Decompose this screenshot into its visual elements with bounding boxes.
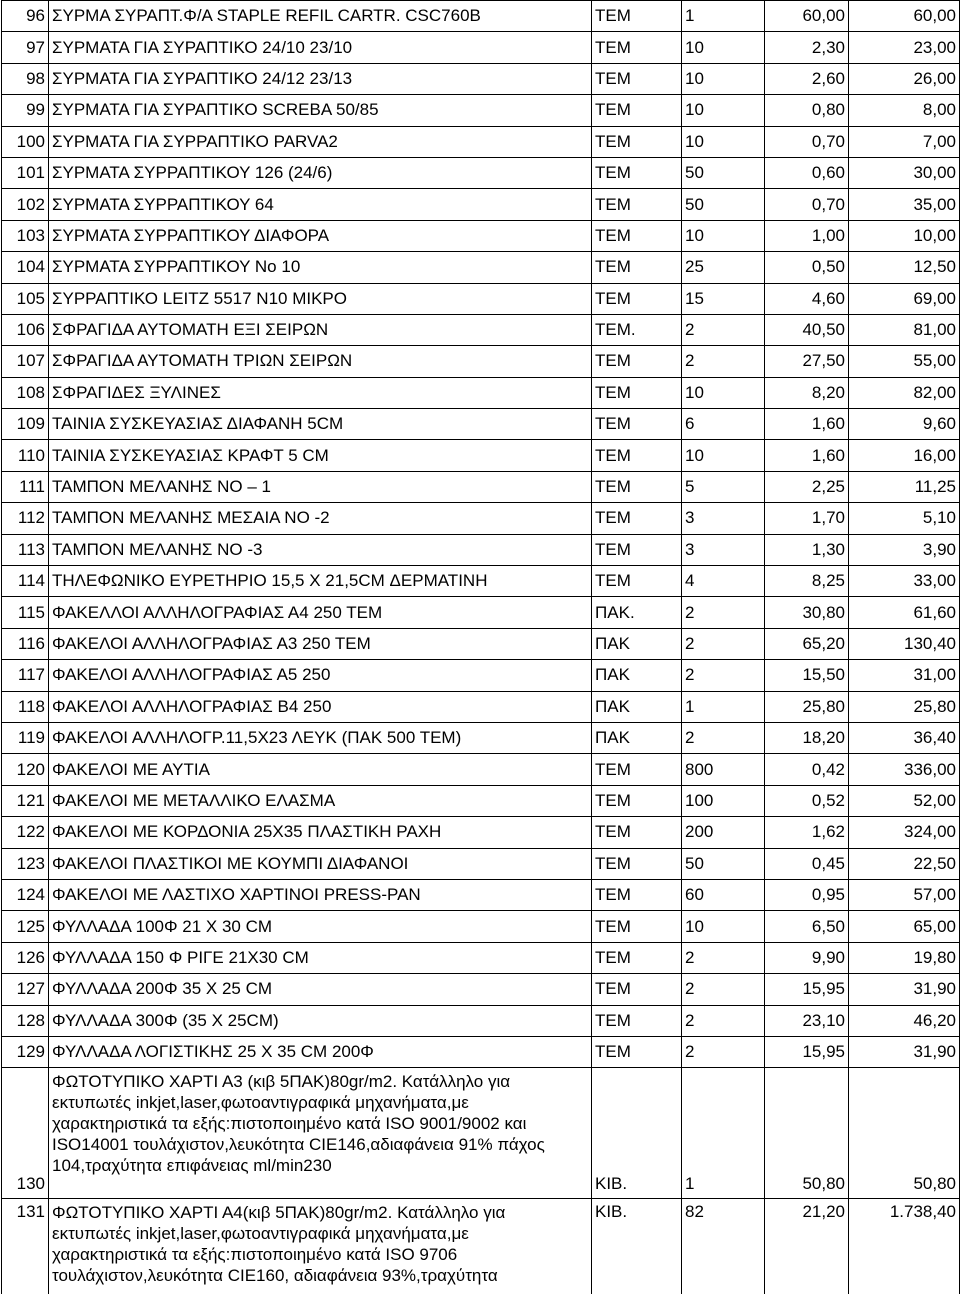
item-unit-price: 1,62	[765, 817, 849, 848]
item-unit: ΤΕΜ	[592, 754, 682, 785]
item-description: ΦΑΚΕΛΛΟΙ ΑΛΛΗΛΟΓΡΑΦΙΑΣ Α4 250 ΤΕΜ	[49, 597, 592, 628]
item-unit-price: 0,52	[765, 785, 849, 816]
item-number: 125	[2, 911, 49, 942]
item-total: 57,00	[849, 879, 960, 910]
item-quantity: 1	[682, 691, 765, 722]
item-quantity: 4	[682, 566, 765, 597]
item-unit-price: 65,20	[765, 628, 849, 659]
item-unit: ΤΕΜ	[592, 157, 682, 188]
item-description: ΤΑΜΠΟΝ ΜΕΛΑΝΗΣ ΜΕΣΑΙΑ ΝΟ -2	[49, 503, 592, 534]
item-number: 101	[2, 157, 49, 188]
item-number: 112	[2, 503, 49, 534]
item-total: 46,20	[849, 1005, 960, 1036]
item-quantity: 10	[682, 95, 765, 126]
item-total: 82,00	[849, 377, 960, 408]
item-description: ΦΩΤΟΤΥΠΙΚΟ ΧΑΡΤΙ Α3 (κιβ 5ΠΑΚ)80gr/m2. Κατάλληλο για εκτυπωτές inkjet,laser,φωτοαντιγραφικά μηχανήματα,με χαρακτηριστικά τα εξής:πιστοποιημένο κατά ISO 9001/9002 και ISO14001 τουλάχιστον,λευκότητα CIE146,αδιαφάνεια 91% πάχος 104,τραχύτητα επιφάνειας ml/min230	[49, 1068, 592, 1199]
item-total: 22,50	[849, 848, 960, 879]
item-number: 115	[2, 597, 49, 628]
item-number: 118	[2, 691, 49, 722]
table-row	[2, 660, 960, 691]
item-unit: ΤΕΜ	[592, 252, 682, 283]
item-total: 50,80	[849, 1068, 960, 1199]
item-unit: ΤΕΜ	[592, 848, 682, 879]
item-unit: ΤΕΜ	[592, 974, 682, 1005]
table-row	[2, 785, 960, 816]
item-total: 11,25	[849, 471, 960, 502]
item-number: 98	[2, 63, 49, 94]
item-total: 7,00	[849, 126, 960, 157]
item-unit-price: 40,50	[765, 314, 849, 345]
table-row	[2, 722, 960, 753]
item-quantity: 3	[682, 534, 765, 565]
item-description: ΦΑΚΕΛΟΙ ΜΕ ΜΕΤΑΛΛΙΚΟ ΕΛΑΣΜΑ	[49, 785, 592, 816]
item-number: 109	[2, 409, 49, 440]
item-unit: ΠΑΚ	[592, 628, 682, 659]
item-unit-price: 27,50	[765, 346, 849, 377]
table-row	[2, 817, 960, 848]
item-number: 107	[2, 346, 49, 377]
item-quantity: 50	[682, 848, 765, 879]
table-row	[2, 848, 960, 879]
item-total: 3,90	[849, 534, 960, 565]
item-total: 336,00	[849, 754, 960, 785]
item-unit-price: 1,60	[765, 440, 849, 471]
item-unit-price: 9,90	[765, 942, 849, 973]
item-number: 120	[2, 754, 49, 785]
item-unit: ΤΕΜ	[592, 911, 682, 942]
item-description: ΤΑΙΝΙΑ ΣΥΣΚΕΥΑΣΙΑΣ ΚΡΑΦΤ 5 CM	[49, 440, 592, 471]
item-description: ΣΥΡΡΑΠΤΙΚΟ LEITZ 5517 Ν10 ΜΙΚΡΟ	[49, 283, 592, 314]
item-quantity: 10	[682, 377, 765, 408]
item-total: 81,00	[849, 314, 960, 345]
item-description: ΣΦΡΑΓΙΔΑ ΑΥΤΟΜΑΤΗ ΤΡΙΩΝ ΣΕΙΡΩΝ	[49, 346, 592, 377]
item-number: 117	[2, 660, 49, 691]
item-total: 65,00	[849, 911, 960, 942]
item-unit-price: 8,25	[765, 566, 849, 597]
item-description: ΤΗΛΕΦΩΝΙΚΟ ΕΥΡΕΤΗΡΙΟ 15,5 Χ 21,5CM ΔΕΡΜΑΤΙΝΗ	[49, 566, 592, 597]
table-row	[2, 314, 960, 345]
item-unit: ΤΕΜ	[592, 346, 682, 377]
item-unit: ΠΑΚ	[592, 722, 682, 753]
item-quantity: 10	[682, 220, 765, 251]
item-description: ΦΑΚΕΛΟΙ ΑΛΛΗΛΟΓΡΑΦΙΑΣ Α5 250	[49, 660, 592, 691]
item-number: 99	[2, 95, 49, 126]
item-quantity: 2	[682, 628, 765, 659]
item-unit: ΤΕΜ	[592, 1005, 682, 1036]
table-row	[2, 63, 960, 94]
item-total: 55,00	[849, 346, 960, 377]
item-unit-price: 30,80	[765, 597, 849, 628]
item-unit: ΤΕΜ	[592, 817, 682, 848]
item-unit-price: 1,60	[765, 409, 849, 440]
item-total: 324,00	[849, 817, 960, 848]
item-number: 114	[2, 566, 49, 597]
item-number: 108	[2, 377, 49, 408]
table-row	[2, 252, 960, 283]
table-row	[2, 1068, 960, 1199]
item-unit-price: 0,95	[765, 879, 849, 910]
item-quantity: 2	[682, 1036, 765, 1067]
item-number: 130	[2, 1068, 49, 1199]
table-body	[2, 1, 960, 1295]
item-number: 103	[2, 220, 49, 251]
item-number: 97	[2, 32, 49, 63]
item-unit: ΠΑΚ.	[592, 597, 682, 628]
item-unit: ΤΕΜ	[592, 220, 682, 251]
item-unit: ΠΑΚ	[592, 660, 682, 691]
item-quantity: 200	[682, 817, 765, 848]
item-total: 33,00	[849, 566, 960, 597]
item-number: 96	[2, 1, 49, 32]
item-description: ΣΥΡΜΑΤΑ ΓΙΑ ΣΥΡΑΠΤΙΚΟ 24/10 23/10	[49, 32, 592, 63]
item-unit: ΤΕΜ	[592, 785, 682, 816]
table-row	[2, 409, 960, 440]
item-description: ΣΥΡΜΑΤΑ ΓΙΑ ΣΥΡΑΠΤΙΚΟ 24/12 23/13	[49, 63, 592, 94]
table-row	[2, 471, 960, 502]
item-number: 119	[2, 722, 49, 753]
item-quantity: 1	[682, 1068, 765, 1199]
table-row	[2, 1, 960, 32]
item-unit-price: 8,20	[765, 377, 849, 408]
item-total: 16,00	[849, 440, 960, 471]
item-number: 102	[2, 189, 49, 220]
item-description: ΦΑΚΕΛΟΙ ΜΕ ΛΑΣΤΙΧΟ ΧΑΡΤΙΝΟΙ PRESS-PAN	[49, 879, 592, 910]
item-quantity: 2	[682, 942, 765, 973]
item-unit-price: 0,70	[765, 189, 849, 220]
item-unit-price: 50,80	[765, 1068, 849, 1199]
table-row	[2, 503, 960, 534]
item-total: 36,40	[849, 722, 960, 753]
item-total: 69,00	[849, 283, 960, 314]
item-unit-price: 2,60	[765, 63, 849, 94]
table-row	[2, 974, 960, 1005]
item-number: 110	[2, 440, 49, 471]
table-row	[2, 1005, 960, 1036]
item-description: ΦΥΛΛΑΔΑ 200Φ 35 Χ 25 CM	[49, 974, 592, 1005]
item-quantity: 10	[682, 440, 765, 471]
item-description: ΦΥΛΛΑΔΑ 100Φ 21 Χ 30 CM	[49, 911, 592, 942]
item-quantity: 2	[682, 314, 765, 345]
item-description: ΦΑΚΕΛΟΙ ΜΕ ΚΟΡΔΟΝΙΑ 25Χ35 ΠΛΑΣΤΙΚΗ ΡΑΧΗ	[49, 817, 592, 848]
table-row	[2, 377, 960, 408]
item-quantity: 2	[682, 597, 765, 628]
item-description: ΦΑΚΕΛΟΙ ΑΛΛΗΛΟΓΡΑΦΙΑΣ Β4 250	[49, 691, 592, 722]
item-unit-price: 18,20	[765, 722, 849, 753]
table-row	[2, 283, 960, 314]
item-number: 123	[2, 848, 49, 879]
item-unit: ΤΕΜ	[592, 566, 682, 597]
table-row	[2, 126, 960, 157]
item-number: 122	[2, 817, 49, 848]
item-description: ΣΦΡΑΓΙΔΑ ΑΥΤΟΜΑΤΗ ΕΞΙ ΣΕΙΡΩΝ	[49, 314, 592, 345]
item-unit-price: 1,00	[765, 220, 849, 251]
item-unit: ΤΕΜ	[592, 879, 682, 910]
item-quantity: 100	[682, 785, 765, 816]
item-unit-price: 25,80	[765, 691, 849, 722]
item-description: ΦΑΚΕΛΟΙ ΑΛΛΗΛΟΓΡ.11,5Χ23 ΛΕΥΚ (ΠΑΚ 500 ΤΕΜ)	[49, 722, 592, 753]
item-unit-price: 1,70	[765, 503, 849, 534]
table-row	[2, 32, 960, 63]
item-quantity: 2	[682, 722, 765, 753]
item-total: 26,00	[849, 63, 960, 94]
item-quantity: 1	[682, 1, 765, 32]
item-total: 8,00	[849, 95, 960, 126]
item-unit-price: 23,10	[765, 1005, 849, 1036]
item-unit-price: 15,95	[765, 1036, 849, 1067]
item-number: 113	[2, 534, 49, 565]
item-description: ΤΑΜΠΟΝ ΜΕΛΑΝΗΣ ΝΟ – 1	[49, 471, 592, 502]
item-number: 111	[2, 471, 49, 502]
item-unit-price: 0,70	[765, 126, 849, 157]
item-quantity: 60	[682, 879, 765, 910]
item-quantity: 2	[682, 660, 765, 691]
item-unit-price: 0,60	[765, 157, 849, 188]
table-row	[2, 1199, 960, 1295]
item-description: ΣΥΡΜΑ ΣΥΡΑΠΤ.Φ/Α STAPLE REFIL CARTR. CSC760B	[49, 1, 592, 32]
item-unit: ΤΕΜ	[592, 32, 682, 63]
item-total: 31,90	[849, 974, 960, 1005]
item-number: 105	[2, 283, 49, 314]
item-unit-price: 0,50	[765, 252, 849, 283]
item-total: 130,40	[849, 628, 960, 659]
item-total: 30,00	[849, 157, 960, 188]
item-number: 104	[2, 252, 49, 283]
item-unit: ΤΕΜ	[592, 440, 682, 471]
table-row	[2, 754, 960, 785]
item-number: 106	[2, 314, 49, 345]
item-number: 127	[2, 974, 49, 1005]
item-quantity: 25	[682, 252, 765, 283]
item-unit-price: 60,00	[765, 1, 849, 32]
item-number: 126	[2, 942, 49, 973]
item-description: ΤΑΙΝΙΑ ΣΥΣΚΕΥΑΣΙΑΣ ΔΙΑΦΑΝΗ 5CM	[49, 409, 592, 440]
item-description: ΦΑΚΕΛΟΙ ΠΛΑΣΤΙΚΟΙ ΜΕ ΚΟΥΜΠΙ ΔΙΑΦΑΝΟΙ	[49, 848, 592, 879]
item-unit-price: 0,42	[765, 754, 849, 785]
item-quantity: 3	[682, 503, 765, 534]
item-quantity: 10	[682, 63, 765, 94]
item-unit-price: 2,25	[765, 471, 849, 502]
item-total: 5,10	[849, 503, 960, 534]
item-unit: ΤΕΜ	[592, 503, 682, 534]
item-quantity: 800	[682, 754, 765, 785]
item-quantity: 15	[682, 283, 765, 314]
item-total: 31,00	[849, 660, 960, 691]
item-description: ΤΑΜΠΟΝ ΜΕΛΑΝΗΣ ΝΟ -3	[49, 534, 592, 565]
table-row	[2, 691, 960, 722]
item-total: 10,00	[849, 220, 960, 251]
item-description: ΦΥΛΛΑΔΑ 150 Φ ΡΙΓΕ 21Χ30 CM	[49, 942, 592, 973]
item-description: ΦΥΛΛΑΔΑ ΛΟΓΙΣΤΙΚΗΣ 25 Χ 35 CM 200Φ	[49, 1036, 592, 1067]
item-total: 23,00	[849, 32, 960, 63]
item-number: 129	[2, 1036, 49, 1067]
item-number: 131	[2, 1199, 49, 1295]
item-unit: ΤΕΜ	[592, 1036, 682, 1067]
item-quantity: 10	[682, 911, 765, 942]
table-row	[2, 346, 960, 377]
table-row	[2, 440, 960, 471]
item-quantity: 10	[682, 126, 765, 157]
table-row	[2, 628, 960, 659]
item-unit: ΤΕΜ.	[592, 314, 682, 345]
table-row	[2, 157, 960, 188]
item-number: 128	[2, 1005, 49, 1036]
item-total: 60,00	[849, 1, 960, 32]
table-row	[2, 942, 960, 973]
table-row	[2, 597, 960, 628]
item-unit: ΤΕΜ	[592, 189, 682, 220]
item-quantity: 5	[682, 471, 765, 502]
item-quantity: 2	[682, 974, 765, 1005]
item-total: 61,60	[849, 597, 960, 628]
item-unit: ΤΕΜ	[592, 63, 682, 94]
item-total: 1.738,40	[849, 1199, 960, 1295]
item-unit-price: 6,50	[765, 911, 849, 942]
item-unit-price: 21,20	[765, 1199, 849, 1295]
item-quantity: 82	[682, 1199, 765, 1295]
item-total: 12,50	[849, 252, 960, 283]
item-quantity: 50	[682, 189, 765, 220]
item-quantity: 50	[682, 157, 765, 188]
table-row	[2, 220, 960, 251]
item-unit: ΚΙΒ.	[592, 1199, 682, 1295]
item-unit: ΠΑΚ	[592, 691, 682, 722]
item-quantity: 2	[682, 1005, 765, 1036]
item-unit: ΤΕΜ	[592, 95, 682, 126]
item-unit: ΤΕΜ	[592, 409, 682, 440]
table-row	[2, 566, 960, 597]
item-description: ΣΥΡΜΑΤΑ ΓΙΑ ΣΥΡΡΑΠΤΙΚΟ PARVA2	[49, 126, 592, 157]
item-unit: ΤΕΜ	[592, 126, 682, 157]
item-description: ΦΑΚΕΛΟΙ ΑΛΛΗΛΟΓΡΑΦΙΑΣ Α3 250 ΤΕΜ	[49, 628, 592, 659]
item-unit-price: 2,30	[765, 32, 849, 63]
item-description: ΣΥΡΜΑΤΑ ΣΥΡΡΑΠΤΙΚΟΥ Νο 10	[49, 252, 592, 283]
item-description: ΦΑΚΕΛΟΙ ΜΕ ΑΥΤΙΑ	[49, 754, 592, 785]
table-row	[2, 1036, 960, 1067]
item-unit: ΤΕΜ	[592, 283, 682, 314]
item-description: ΣΥΡΜΑΤΑ ΣΥΡΡΑΠΤΙΚΟΥ 64	[49, 189, 592, 220]
item-description: ΣΥΡΜΑΤΑ ΣΥΡΡΑΠΤΙΚΟΥ 126 (24/6)	[49, 157, 592, 188]
item-quantity: 10	[682, 32, 765, 63]
item-unit-price: 4,60	[765, 283, 849, 314]
table-row	[2, 879, 960, 910]
item-total: 31,90	[849, 1036, 960, 1067]
item-description: ΣΦΡΑΓΙΔΕΣ ΞΥΛΙΝΕΣ	[49, 377, 592, 408]
item-unit-price: 0,45	[765, 848, 849, 879]
item-unit: ΤΕΜ	[592, 534, 682, 565]
item-number: 124	[2, 879, 49, 910]
item-quantity: 6	[682, 409, 765, 440]
table-row	[2, 534, 960, 565]
item-unit: ΤΕΜ	[592, 942, 682, 973]
item-total: 9,60	[849, 409, 960, 440]
item-unit-price: 1,30	[765, 534, 849, 565]
item-unit-price: 0,80	[765, 95, 849, 126]
item-number: 100	[2, 126, 49, 157]
item-total: 19,80	[849, 942, 960, 973]
item-unit: ΚΙΒ.	[592, 1068, 682, 1199]
table-row	[2, 95, 960, 126]
item-unit-price: 15,50	[765, 660, 849, 691]
item-total: 35,00	[849, 189, 960, 220]
item-description: ΦΩΤΟΤΥΠΙΚΟ ΧΑΡΤΙ Α4(κιβ 5ΠΑΚ)80gr/m2. Κατάλληλο για εκτυπωτές inkjet,laser,φωτοαντιγραφικά μηχανήματα,με χαρακτηριστικά τα εξής:πιστοποιημένο κατά ISO 9706 τουλάχιστον,λευκότητα CIE160, αδιαφάνεια 93%,τραχύτητα	[49, 1199, 592, 1295]
item-description: ΣΥΡΜΑΤΑ ΣΥΡΡΑΠΤΙΚΟΥ ΔΙΑΦΟΡΑ	[49, 220, 592, 251]
item-unit: ΤΕΜ	[592, 1, 682, 32]
item-description: ΦΥΛΛΑΔΑ 300Φ (35 Χ 25CM)	[49, 1005, 592, 1036]
item-unit: ΤΕΜ	[592, 377, 682, 408]
item-quantity: 2	[682, 346, 765, 377]
table-row	[2, 189, 960, 220]
price-list-table	[1, 0, 960, 1294]
item-total: 52,00	[849, 785, 960, 816]
item-description: ΣΥΡΜΑΤΑ ΓΙΑ ΣΥΡΑΠΤΙΚΟ SCREBA 50/85	[49, 95, 592, 126]
item-unit-price: 15,95	[765, 974, 849, 1005]
item-number: 116	[2, 628, 49, 659]
item-number: 121	[2, 785, 49, 816]
item-unit: ΤΕΜ	[592, 471, 682, 502]
table-row	[2, 911, 960, 942]
item-total: 25,80	[849, 691, 960, 722]
